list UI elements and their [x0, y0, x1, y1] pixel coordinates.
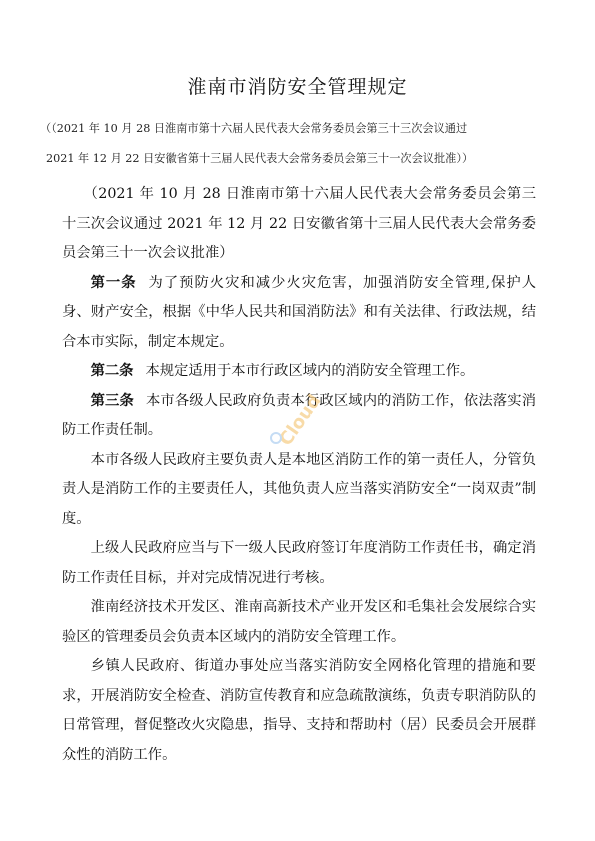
adoption-note-line-2: 2021 年 12 月 22 日安徽省第十三届人民代表大会常务委员会第三十一次会议批准））: [46, 152, 474, 165]
document-body: [62, 180, 536, 770]
article-label: 第三条: [90, 392, 134, 409]
paragraph: 淮南经济技术开发区、淮南高新技术产业开发区和毛集社会发展综合实验区的管理委员会负责本区域内的消防安全管理工作。: [62, 599, 536, 645]
article-1: [62, 269, 536, 358]
paragraph: 本市各级人民政府主要负责人是本地区消防工作的第一责任人，分管负责人是消防工作的主要责任人，其他负责人应当落实消防安全“一岗双责”制度。: [62, 451, 536, 527]
article-2: [62, 357, 536, 387]
paragraph: 上级人民政府应当与下一级人民政府签订年度消防工作责任书，确定消防工作责任目标，并对完成情况进行考核。: [62, 540, 536, 586]
watermark-text: Cloud: [275, 390, 326, 450]
paragraph: 乡镇人民政府、街道办事处应当落实消防安全网格化管理的措施和要求，开展消防安全检查、消防宣传教育和应急疏散演练，负责专职消防队的日常管理，督促整改火灾隐患，指导、支持和帮助村（居）民委员会开展群众性的消防工作。: [62, 658, 536, 763]
article-text: 本市各级人民政府负责本行政区域内的消防工作，依法落实消防工作责任制。: [62, 392, 537, 438]
adoption-statement: （2021 年 10 月 28 日淮南市第十六届人民代表大会常务委员会第三十三次会议通过 2021 年 12 月 22 日安徽省第十三届人民代表大会常务委员会第三十一次会议批准）: [62, 186, 536, 261]
article-text: 为了预防火灾和减少火灾危害，加强消防安全管理,保护人身、财产安全，根据《中华人民共和国消防法》和有关法律、行政法规，结合本市实际，制定本规定。: [62, 274, 536, 350]
document-title: 淮南市消防安全管理规定: [187, 76, 408, 98]
article-label: 第二条: [90, 363, 134, 379]
adoption-note-line-1: （（2021 年 10 月 28 日淮南市第十六届人民代表大会常务委员会第三十三次会议通过: [40, 122, 468, 135]
article-label: 第一条: [90, 274, 137, 291]
article-text: 本规定适用于本市行政区域内的消防安全管理工作。: [145, 363, 475, 379]
article-3: [62, 387, 536, 446]
